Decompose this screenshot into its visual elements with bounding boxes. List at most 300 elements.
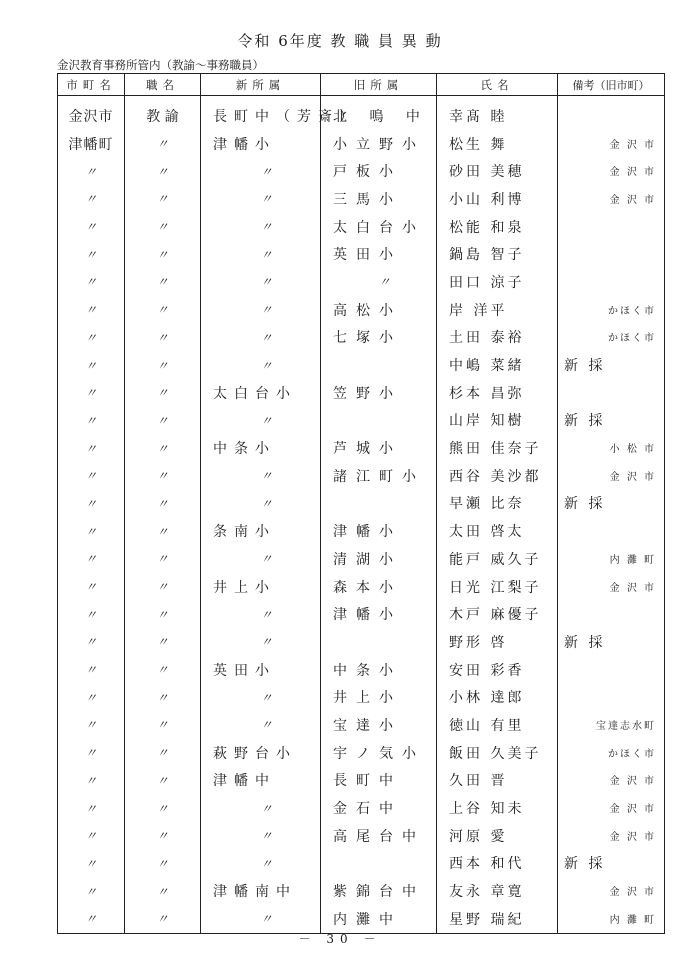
ditto-mark: 〃 — [84, 524, 97, 539]
ditto-mark: 〃 — [156, 829, 169, 844]
cell-new-school: 津幡南中 — [201, 877, 321, 905]
ditto-mark: 〃 — [260, 912, 273, 927]
cell-remarks — [558, 490, 665, 518]
cell-old-school: 宇ノ気小 — [321, 739, 437, 767]
remark-kind: 新 採 — [564, 634, 606, 651]
table-row — [58, 877, 665, 905]
table-row — [58, 324, 665, 352]
ditto-mark: 〃 — [84, 829, 97, 844]
table-row — [58, 490, 665, 518]
remark-previous-municipality: 金 沢 市 — [609, 582, 656, 594]
ditto-mark: 〃 — [156, 330, 169, 345]
cell-position — [125, 324, 201, 352]
cell-name: 土田 泰裕 — [437, 324, 558, 352]
cell-new-school: 条南小 — [201, 517, 321, 545]
cell-old-school: 英田小 — [321, 240, 437, 268]
remark-previous-municipality: かほく市 — [608, 748, 656, 760]
cell-new-school: 太白台小 — [201, 379, 321, 407]
header-old-school: 旧所属 — [321, 74, 437, 96]
cell-city — [58, 905, 125, 933]
table-row — [58, 462, 665, 490]
cell-old-school: 井上小 — [321, 683, 437, 711]
remark-previous-municipality: 金 沢 市 — [609, 471, 656, 483]
cell-new-school — [201, 490, 321, 518]
ditto-mark: 〃 — [260, 164, 273, 179]
cell-remarks — [558, 379, 665, 407]
cell-position — [125, 600, 201, 628]
cell-new-school — [201, 683, 321, 711]
cell-position: 教 諭 — [125, 96, 201, 130]
remark-previous-municipality: 金 沢 市 — [609, 167, 656, 179]
header-name: 氏名 — [437, 74, 558, 96]
ditto-mark: 〃 — [156, 635, 169, 650]
cell-remarks — [558, 711, 665, 739]
cell-name: 安田 彩香 — [437, 656, 558, 684]
ditto-mark: 〃 — [260, 220, 273, 235]
ditto-mark: 〃 — [156, 663, 169, 678]
ditto-mark: 〃 — [156, 358, 169, 373]
cell-city — [58, 739, 125, 767]
table-row — [58, 240, 665, 268]
cell-remarks — [558, 324, 665, 352]
remark-previous-municipality: 内 灘 町 — [609, 554, 656, 566]
cell-new-school — [201, 628, 321, 656]
ditto-mark: 〃 — [260, 801, 273, 816]
page-number: － 30 － — [298, 932, 382, 946]
ditto-mark: 〃 — [84, 690, 97, 705]
table-row — [58, 683, 665, 711]
cell-old-school: 三馬小 — [321, 185, 437, 213]
cell-new-school: 長町中（芳斎） — [201, 96, 321, 130]
cell-position — [125, 822, 201, 850]
remark-previous-municipality: 金 沢 市 — [609, 831, 656, 843]
cell-new-school — [201, 324, 321, 352]
cell-name: 岸 洋平 — [437, 296, 558, 324]
document-subtitle: 金沢教育事務所管内（教諭～事務職員） — [57, 58, 264, 72]
cell-new-school — [201, 407, 321, 435]
table-row — [58, 711, 665, 739]
cell-old-school: 笠野小 — [321, 379, 437, 407]
cell-name: 野形 啓 — [437, 628, 558, 656]
cell-position — [125, 573, 201, 601]
cell-position — [125, 351, 201, 379]
cell-old-school: 津幡小 — [321, 517, 437, 545]
ditto-mark: 〃 — [260, 690, 273, 705]
cell-new-school — [201, 351, 321, 379]
cell-new-school — [201, 545, 321, 573]
cell-old-school: 中条小 — [321, 656, 437, 684]
remark-kind: 新 採 — [564, 413, 606, 430]
cell-position — [125, 157, 201, 185]
cell-remarks — [558, 462, 665, 490]
remark-previous-municipality: 宝達志水町 — [596, 720, 656, 732]
cell-position — [125, 462, 201, 490]
ditto-mark: 〃 — [84, 635, 97, 650]
ditto-mark: 〃 — [156, 552, 169, 567]
ditto-mark: 〃 — [84, 552, 97, 567]
cell-remarks — [558, 877, 665, 905]
ditto-mark: 〃 — [84, 663, 97, 678]
cell-city — [58, 600, 125, 628]
ditto-mark: 〃 — [260, 330, 273, 345]
ditto-mark: 〃 — [156, 413, 169, 428]
personnel-transfer-table — [57, 73, 665, 934]
table-row — [58, 185, 665, 213]
cell-position — [125, 185, 201, 213]
ditto-mark: 〃 — [260, 275, 273, 290]
cell-city — [58, 407, 125, 435]
remark-kind: 新 採 — [564, 856, 606, 873]
cell-city — [58, 794, 125, 822]
table-row — [58, 379, 665, 407]
cell-position — [125, 656, 201, 684]
cell-new-school — [201, 462, 321, 490]
cell-city — [58, 517, 125, 545]
ditto-mark: 〃 — [84, 856, 97, 871]
cell-remarks — [558, 96, 665, 130]
cell-name: 河原 愛 — [437, 822, 558, 850]
cell-remarks — [558, 739, 665, 767]
ditto-mark: 〃 — [156, 801, 169, 816]
ditto-mark: 〃 — [84, 580, 97, 595]
cell-remarks — [558, 434, 665, 462]
table-row — [58, 268, 665, 296]
ditto-mark: 〃 — [84, 441, 97, 456]
ditto-mark: 〃 — [84, 801, 97, 816]
cell-city — [58, 462, 125, 490]
cell-city — [58, 573, 125, 601]
cell-old-school: 芦城小 — [321, 434, 437, 462]
cell-city — [58, 683, 125, 711]
ditto-mark: 〃 — [156, 856, 169, 871]
ditto-mark: 〃 — [260, 635, 273, 650]
ditto-mark: 〃 — [156, 164, 169, 179]
cell-remarks — [558, 130, 665, 158]
cell-city — [58, 877, 125, 905]
ditto-mark: 〃 — [260, 496, 273, 511]
ditto-mark: 〃 — [156, 524, 169, 539]
cell-name: 徳山 有里 — [437, 711, 558, 739]
cell-old-school — [321, 407, 437, 435]
ditto-mark: 〃 — [84, 912, 97, 927]
ditto-mark: 〃 — [156, 718, 169, 733]
cell-position — [125, 434, 201, 462]
cell-old-school: 小立野小 — [321, 130, 437, 158]
ditto-mark: 〃 — [378, 275, 391, 290]
remark-previous-municipality: 金 沢 市 — [609, 804, 656, 816]
table-row — [58, 296, 665, 324]
header-remarks: 備考（旧市町） — [558, 74, 665, 96]
cell-remarks — [558, 683, 665, 711]
cell-city: 金沢市 — [58, 96, 125, 130]
ditto-mark: 〃 — [84, 330, 97, 345]
cell-city: 津幡町 — [58, 130, 125, 158]
header-city: 市町名 — [58, 74, 125, 96]
cell-old-school: 高松小 — [321, 296, 437, 324]
cell-old-school: 北 鳴 中 — [321, 96, 437, 130]
ditto-mark: 〃 — [156, 912, 169, 927]
cell-position — [125, 240, 201, 268]
cell-name: 友永 章寛 — [437, 877, 558, 905]
cell-name: 中嶋 菜緒 — [437, 351, 558, 379]
cell-remarks — [558, 157, 665, 185]
cell-name: 小林 達郎 — [437, 683, 558, 711]
table-row — [58, 600, 665, 628]
cell-name: 早瀬 比奈 — [437, 490, 558, 518]
cell-remarks — [558, 628, 665, 656]
table-row — [58, 434, 665, 462]
table-row — [58, 767, 665, 795]
table-row — [58, 351, 665, 379]
cell-city — [58, 185, 125, 213]
cell-name: 日光 江梨子 — [437, 573, 558, 601]
cell-remarks — [558, 850, 665, 878]
cell-remarks — [558, 767, 665, 795]
cell-position — [125, 490, 201, 518]
table-row — [58, 517, 665, 545]
cell-new-school: 井上小 — [201, 573, 321, 601]
ditto-mark: 〃 — [156, 303, 169, 318]
cell-city — [58, 379, 125, 407]
cell-position — [125, 268, 201, 296]
cell-city — [58, 711, 125, 739]
cell-new-school — [201, 240, 321, 268]
cell-remarks — [558, 656, 665, 684]
cell-old-school: 太白台小 — [321, 213, 437, 241]
cell-remarks — [558, 822, 665, 850]
cell-remarks — [558, 185, 665, 213]
cell-name: 上谷 知未 — [437, 794, 558, 822]
cell-name: 熊田 佳奈子 — [437, 434, 558, 462]
header-position: 職名 — [125, 74, 201, 96]
ditto-mark: 〃 — [84, 469, 97, 484]
cell-old-school: 高尾台中 — [321, 822, 437, 850]
cell-new-school — [201, 850, 321, 878]
document-title: 令和 6年度 教 職 員 異 動 — [237, 32, 443, 50]
cell-position — [125, 296, 201, 324]
cell-new-school: 中条小 — [201, 434, 321, 462]
table-header-row — [58, 74, 665, 96]
ditto-mark: 〃 — [84, 718, 97, 733]
cell-city — [58, 351, 125, 379]
ditto-mark: 〃 — [260, 607, 273, 622]
cell-old-school: 紫錦台中 — [321, 877, 437, 905]
ditto-mark: 〃 — [84, 275, 97, 290]
ditto-mark: 〃 — [84, 496, 97, 511]
ditto-mark: 〃 — [156, 884, 169, 899]
ditto-mark: 〃 — [156, 247, 169, 262]
table-row — [58, 822, 665, 850]
table-row — [58, 130, 665, 158]
table-row — [58, 739, 665, 767]
cell-old-school: 津幡小 — [321, 600, 437, 628]
cell-position — [125, 407, 201, 435]
cell-city — [58, 656, 125, 684]
ditto-mark: 〃 — [84, 247, 97, 262]
cell-position — [125, 517, 201, 545]
ditto-mark: 〃 — [84, 746, 97, 761]
cell-new-school — [201, 794, 321, 822]
ditto-mark: 〃 — [84, 773, 97, 788]
cell-old-school — [321, 268, 437, 296]
ditto-mark: 〃 — [84, 303, 97, 318]
cell-remarks — [558, 545, 665, 573]
cell-remarks — [558, 213, 665, 241]
header-new-school: 新所属 — [201, 74, 321, 96]
cell-position — [125, 130, 201, 158]
cell-name: 太田 啓太 — [437, 517, 558, 545]
cell-old-school — [321, 490, 437, 518]
ditto-mark: 〃 — [156, 275, 169, 290]
cell-new-school: 津幡小 — [201, 130, 321, 158]
cell-name: 杉本 昌弥 — [437, 379, 558, 407]
ditto-mark: 〃 — [156, 496, 169, 511]
ditto-mark: 〃 — [260, 552, 273, 567]
cell-old-school: 諸江町小 — [321, 462, 437, 490]
cell-name: 木戸 麻優子 — [437, 600, 558, 628]
cell-name: 小山 利博 — [437, 185, 558, 213]
ditto-mark: 〃 — [84, 164, 97, 179]
cell-new-school — [201, 268, 321, 296]
cell-position — [125, 628, 201, 656]
cell-position — [125, 213, 201, 241]
table-row — [58, 656, 665, 684]
cell-new-school — [201, 213, 321, 241]
cell-remarks — [558, 905, 665, 933]
ditto-mark: 〃 — [84, 413, 97, 428]
cell-position — [125, 905, 201, 933]
table-row — [58, 850, 665, 878]
cell-name: 田口 涼子 — [437, 268, 558, 296]
ditto-mark: 〃 — [84, 358, 97, 373]
cell-old-school: 清湖小 — [321, 545, 437, 573]
cell-new-school — [201, 157, 321, 185]
cell-old-school — [321, 850, 437, 878]
cell-city — [58, 850, 125, 878]
cell-remarks — [558, 573, 665, 601]
cell-name: 久田 晋 — [437, 767, 558, 795]
ditto-mark: 〃 — [156, 690, 169, 705]
cell-city — [58, 268, 125, 296]
ditto-mark: 〃 — [260, 856, 273, 871]
cell-position — [125, 711, 201, 739]
table-row — [58, 157, 665, 185]
cell-new-school: 萩野台小 — [201, 739, 321, 767]
remark-previous-municipality: 内 灘 町 — [609, 914, 656, 926]
cell-new-school — [201, 711, 321, 739]
ditto-mark: 〃 — [156, 386, 169, 401]
ditto-mark: 〃 — [156, 746, 169, 761]
ditto-mark: 〃 — [156, 607, 169, 622]
cell-name: 山岸 知樹 — [437, 407, 558, 435]
ditto-mark: 〃 — [260, 413, 273, 428]
ditto-mark: 〃 — [260, 192, 273, 207]
table-row — [58, 96, 665, 130]
cell-name: 幸髙 睦 — [437, 96, 558, 130]
cell-old-school: 長町中 — [321, 767, 437, 795]
ditto-mark: 〃 — [260, 469, 273, 484]
ditto-mark: 〃 — [260, 718, 273, 733]
remark-kind: 新 採 — [564, 496, 606, 513]
cell-remarks — [558, 517, 665, 545]
cell-position — [125, 683, 201, 711]
cell-name: 星野 瑞紀 — [437, 905, 558, 933]
cell-remarks — [558, 268, 665, 296]
cell-old-school: 宝達小 — [321, 711, 437, 739]
cell-remarks — [558, 296, 665, 324]
remark-previous-municipality: かほく市 — [608, 333, 656, 345]
cell-city — [58, 545, 125, 573]
ditto-mark: 〃 — [84, 220, 97, 235]
cell-name: 松生 舞 — [437, 130, 558, 158]
cell-city — [58, 628, 125, 656]
ditto-mark: 〃 — [156, 137, 169, 152]
ditto-mark: 〃 — [156, 441, 169, 456]
cell-city — [58, 296, 125, 324]
ditto-mark: 〃 — [84, 607, 97, 622]
cell-remarks — [558, 351, 665, 379]
ditto-mark: 〃 — [84, 386, 97, 401]
cell-old-school: 金石中 — [321, 794, 437, 822]
cell-name: 西本 和代 — [437, 850, 558, 878]
ditto-mark: 〃 — [84, 884, 97, 899]
ditto-mark: 〃 — [260, 247, 273, 262]
cell-city — [58, 240, 125, 268]
cell-name: 能戸 威久子 — [437, 545, 558, 573]
cell-old-school — [321, 628, 437, 656]
cell-new-school — [201, 296, 321, 324]
cell-name: 砂田 美穂 — [437, 157, 558, 185]
cell-position — [125, 379, 201, 407]
table-row — [58, 628, 665, 656]
cell-city — [58, 767, 125, 795]
cell-name: 飯田 久美子 — [437, 739, 558, 767]
ditto-mark: 〃 — [156, 580, 169, 595]
ditto-mark: 〃 — [260, 829, 273, 844]
table-row — [58, 905, 665, 933]
remark-previous-municipality: 金 沢 市 — [609, 139, 656, 151]
cell-name: 西谷 美沙都 — [437, 462, 558, 490]
cell-old-school — [321, 351, 437, 379]
cell-city — [58, 324, 125, 352]
cell-position — [125, 739, 201, 767]
cell-new-school — [201, 600, 321, 628]
cell-old-school: 七塚小 — [321, 324, 437, 352]
cell-new-school — [201, 822, 321, 850]
cell-remarks — [558, 407, 665, 435]
remark-previous-municipality: 金 沢 市 — [609, 887, 656, 899]
table-row — [58, 407, 665, 435]
table-row — [58, 573, 665, 601]
cell-new-school: 英田小 — [201, 656, 321, 684]
remark-kind: 新 採 — [564, 358, 606, 375]
table-row — [58, 794, 665, 822]
remark-previous-municipality: 金 沢 市 — [609, 776, 656, 788]
cell-remarks — [558, 794, 665, 822]
ditto-mark: 〃 — [156, 192, 169, 207]
cell-position — [125, 767, 201, 795]
ditto-mark: 〃 — [260, 358, 273, 373]
cell-name: 鍋島 智子 — [437, 240, 558, 268]
cell-name: 松能 和泉 — [437, 213, 558, 241]
cell-position — [125, 794, 201, 822]
cell-city — [58, 822, 125, 850]
cell-old-school: 戸板小 — [321, 157, 437, 185]
cell-remarks — [558, 600, 665, 628]
cell-city — [58, 213, 125, 241]
cell-old-school: 内灘中 — [321, 905, 437, 933]
table-row — [58, 545, 665, 573]
